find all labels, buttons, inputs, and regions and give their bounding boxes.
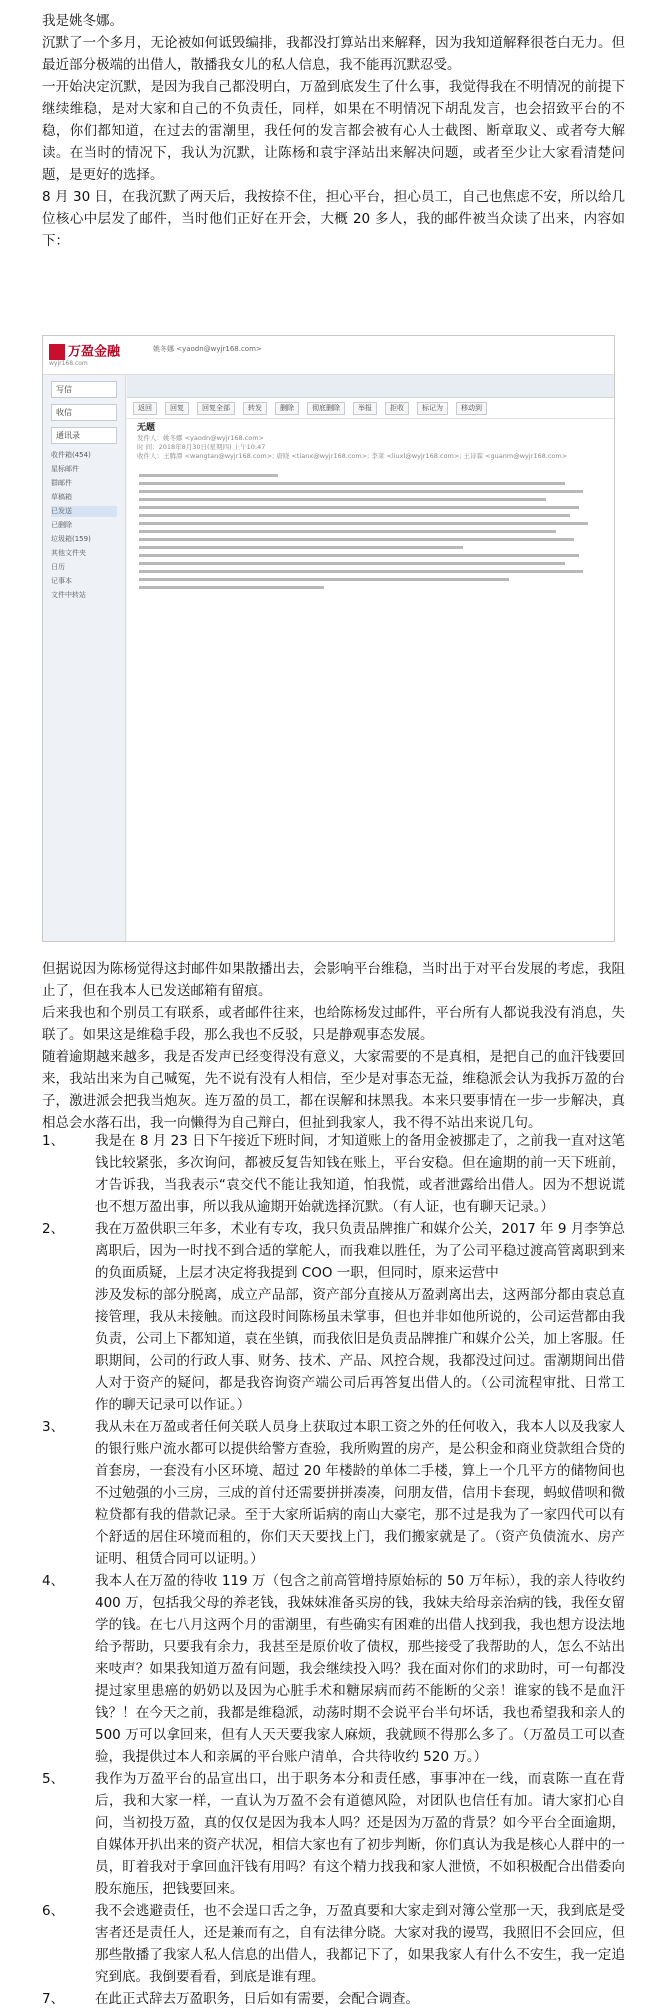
compose-button: 写信 bbox=[51, 381, 117, 398]
inbox-button: 收信 bbox=[51, 404, 117, 421]
middle-paragraph: 随着逾期越来越多，我是否发声已经变得没有意义，大家需要的不是真相，是把自己的血汗钱要回来，我站出来为自己喊冤，先不说有没有人相信，至少是对事态无益，维稳派会认为我拆万盈的台子，激进派会把我当炮灰。连万盈的员工，都在误解和抹黑我。本来只要事情在一步一步解决，真相总会水落石出，我一向懒得为自己辩白，但扯到我家人，我不得不站出来说几句。 bbox=[42, 1049, 625, 1131]
item-text: 我是在 8 月 23 日下午接近下班时间，才知道账上的备用金被挪走了，之前我一直对这笔钱比较紧张，多次询问，都被反复告知钱在账上，平台安稳。但在逾期的前一天下班前，才告诉我，当我表示“袁交代不能让我知道，怕我慌，或者泄露给出借人。因为不想说谎也不想万盈出事，所以我从逾期开始就选择沉默。（有人证，也有聊天记录。） bbox=[95, 1133, 625, 1215]
mail-header bbox=[43, 336, 614, 375]
middle-section bbox=[0, 958, 655, 1134]
item-text: 我不会逃避责任，也不会逞口舌之争，万盈真要和大家走到对簿公堂那一天，我到底是受害者还是责任人，还是兼而有之，自有法律分晓。大家对我的谩骂，我照旧不会回应，但那些散播了我家人私人信息的出借人，我都记下了，如果我家人有什么不安生，我一定追究到底。我倒要看看，到底是谁有理。 bbox=[95, 1903, 625, 1985]
logo-mark-icon bbox=[49, 344, 65, 360]
mail-sidebar bbox=[43, 375, 126, 941]
intro-paragraph: 沉默了一个多月，无论被如何诋毁编排，我都没打算站出来解释，因为我知道解释很苍白无力。但最近部分极端的出借人，散播我女儿的私人信息，我不能再沉默忍受。 bbox=[42, 35, 625, 73]
item-text: 我本人在万盈的待收 119 万（包含之前高管增持原始标的 50 万年标），我的亲人待收约 400 万，包括我父母的养老钱，我妹妹准备买房的钱，我妹夫给母亲治病的钱，我侄女留学的钱。在七八月这两个月的雷潮里，有些确实有困难的出借人找到我，我也想方设法地给予帮助，只要我有余力，我甚至是原价收了债权，那些接受了我帮助的人，怎么不站出来吱声？如果我知道万盈有问题，我会继续投入吗？我在面对你们的求助时，可一句都没提过家里患癌的奶奶以及因为心脏手术和糖尿病而药不能断的父亲！谁家的钱不是血汗钱？！在今天之前，我都是维稳派，动荡时期不会说平台半句坏话，我也希望我和亲人的 500 万可以拿回来，但有人天天要我家人麻烦，我就顾不得那么多了。（万盈员工可以查验，我提供过本人和亲属的平台账户清单，合共待收约 520 万。） bbox=[95, 1573, 625, 1765]
item-number: 4、 bbox=[42, 1573, 65, 1589]
contacts-button: 通讯录 bbox=[51, 427, 117, 444]
toolbar-reply-all: 回复全部 bbox=[197, 402, 235, 415]
toolbar-delete: 删除 bbox=[275, 402, 299, 415]
mail-reading-pane bbox=[127, 375, 614, 941]
intro-paragraph: 我是姚冬娜。 bbox=[42, 13, 123, 29]
list-item bbox=[0, 1416, 655, 1570]
item-number: 1、 bbox=[42, 1133, 65, 1149]
numbered-list bbox=[0, 1130, 655, 2010]
item-number: 2、 bbox=[42, 1221, 65, 1237]
list-item bbox=[0, 1284, 655, 1416]
list-item bbox=[0, 1900, 655, 1988]
mail-body-lines bbox=[127, 461, 614, 602]
list-item bbox=[0, 1218, 655, 1284]
toolbar-reply: 回复 bbox=[165, 402, 189, 415]
folder-item: 文件中转站 bbox=[51, 591, 86, 599]
mail-subject: 无题 bbox=[137, 423, 156, 433]
item-text: 涉及发标的部分脱离，成立产品部，资产部分直接从万盈剥离出去，这两部分都由袁总直接管理，我从未接触。而这段时间陈杨虽未掌事，但也并非如他所说的，公司运营都由我负责，公司上下都知道，袁在坐镇，而我依旧是负责品牌推广和媒介公关，加上客服。任职期间，公司的行政人事、财务、技术、产品、风控合规，我都没过问过。雷潮期间出借人对于资产的疑问，都是我咨询资产端公司后再答复出借人的。（公司流程审批、日常工作的聊天记录可以作证。） bbox=[95, 1287, 625, 1413]
toolbar-report: 举报 bbox=[353, 402, 377, 415]
middle-paragraph: 后来我也和个别员工有联系，或者邮件往来，也给陈杨发过邮件，平台所有人都说我没有消息，失联了。如果这是维稳手段，那么我也不反驳，只是静观事态发展。 bbox=[42, 1005, 625, 1043]
folder-item: 其他文件夹 bbox=[51, 549, 86, 557]
toolbar-back: 返回 bbox=[133, 402, 157, 415]
item-number: 7、 bbox=[42, 1991, 65, 2007]
toolbar-reject: 拒收 bbox=[385, 402, 409, 415]
item-text: 在此正式辞去万盈职务，日后如有需要，会配合调查。 bbox=[95, 1991, 419, 2007]
list-item bbox=[0, 1768, 655, 1900]
mail-meta: 时 间：2018年8月30日(星期四) 上午10:47 bbox=[137, 443, 266, 451]
list-item bbox=[0, 1130, 655, 1218]
item-number: 5、 bbox=[42, 1771, 65, 1787]
toolbar-delete-perm: 彻底删除 bbox=[307, 402, 345, 415]
folder-item: 垃圾箱(159) bbox=[51, 535, 91, 543]
intro-section bbox=[0, 10, 655, 252]
mail-toolbar bbox=[127, 398, 614, 419]
folder-item: 收件箱(454) bbox=[51, 451, 91, 459]
list-item bbox=[0, 1570, 655, 1768]
folder-item: 日历 bbox=[51, 563, 65, 571]
item-number: 3、 bbox=[42, 1419, 65, 1435]
item-text: 我作为万盈平台的品宣出口，出于职务本分和责任感，事事冲在一线，而袁陈一直在背后，我和大家一样，一直认为万盈不会有道德风险，对团队也信任有加。请大家扪心自问，当初投万盈，真的仅仅是因为我本人吗？还是因为万盈的背景？如今平台全面逾期，自媒体开扒出来的资产状况，相信大家也有了初步判断，你们真认为我是核心人群中的一员，盯着我对于拿回血汗钱有用吗？有这个精力找我和家人泄愤，不如积极配合出借委向股东施压，把钱要回来。 bbox=[95, 1771, 625, 1897]
mail-meta: 发件人：姚冬娜 <yaodn@wyjr168.com> bbox=[137, 434, 265, 442]
item-text: 我在万盈供职三年多，术业有专攻，我只负责品牌推广和媒介公关，2017 年 9 月李笋总离职后，因为一时找不到合适的掌舵人，而我难以胜任，为了公司平稳过渡高管离职到来的负面质疑，上层才决定将我提到 COO 一职，但同时，原来运营中 bbox=[95, 1221, 625, 1281]
folder-item: 草稿箱 bbox=[51, 493, 72, 501]
email-screenshot bbox=[42, 335, 615, 942]
folder-item: 群邮件 bbox=[51, 479, 72, 487]
mail-meta: 收件人：王腾潭 <wangtan@wyjr168.com>; 唐晓 <tianx@wyjr168.com>; 李莱 <liuxl@wyjr168.com>; 王诗霖 <guanm@wyjr168.com> bbox=[137, 452, 568, 460]
folder-item: 记事本 bbox=[51, 577, 72, 585]
item-number: 6、 bbox=[42, 1903, 65, 1919]
folder-item: 星标邮件 bbox=[51, 465, 79, 473]
intro-paragraph: 一开始决定沉默，是因为我自己都没明白，万盈到底发生了什么事，我觉得我在不明情况的前提下继续维稳，是对大家和自己的不负责任，同样，如果在不明情况下胡乱发言，也会招致平台的不稳，你们都知道，在过去的雷潮里，我任何的发言都会被有心人士截图、断章取义、或者夸大解读。在当时的情况下，我认为沉默，让陈杨和袁宇泽站出来解决问题，或者至少让大家看清楚问题，是更好的选择。 bbox=[42, 79, 625, 183]
intro-paragraph: 8 月 30 日，在我沉默了两天后，我按捺不住，担心平台，担心员工，自己也焦虑不安，所以给几位核心中层发了邮件，当时他们正好在开会，大概 20 多人，我的邮件被当众读了出来，内容如下： bbox=[42, 189, 625, 249]
toolbar-forward: 转发 bbox=[243, 402, 267, 415]
middle-paragraph: 但据说因为陈杨觉得这封邮件如果散播出去，会影响平台维稳，当时出于对平台发展的考虑，我阻止了，但在我本人已发送邮箱有留痕。 bbox=[42, 961, 625, 999]
mail-tabs bbox=[127, 375, 614, 398]
item-text: 我从未在万盈或者任何关联人员身上获取过本职工资之外的任何收入，我本人以及我家人的银行账户流水都可以提供给警方查验，我所购置的房产，是公积金和商业贷款组合贷的首套房，一套没有小区环境、超过 20 年楼龄的单体二手楼，算上一个几平方的储物间也不过勉强的小三房，三成的首付还需要拼拼凑凑，问朋友借，信用卡套现，蚂蚁借呗和微粒贷都有我的借款记录。至于大家所诟病的南山大豪宅，那不过是我为了一家四代可以有个舒适的居住环境而租的，你们天天要找上门，我们搬家就是了。（资产负债流水、房产证明、租赁合同可以证明。） bbox=[95, 1419, 625, 1567]
list-item bbox=[0, 1988, 655, 2010]
folder-item: 已删除 bbox=[51, 521, 72, 529]
toolbar-mark: 标记为 bbox=[417, 402, 448, 415]
mail-user: 姚冬娜 <yaodn@wyjr168.com> bbox=[153, 345, 262, 353]
folder-item: 已发送 bbox=[51, 506, 117, 517]
mail-logo: 万盈金融 wyjr168.com bbox=[49, 344, 121, 367]
toolbar-move: 移动到 bbox=[456, 402, 487, 415]
